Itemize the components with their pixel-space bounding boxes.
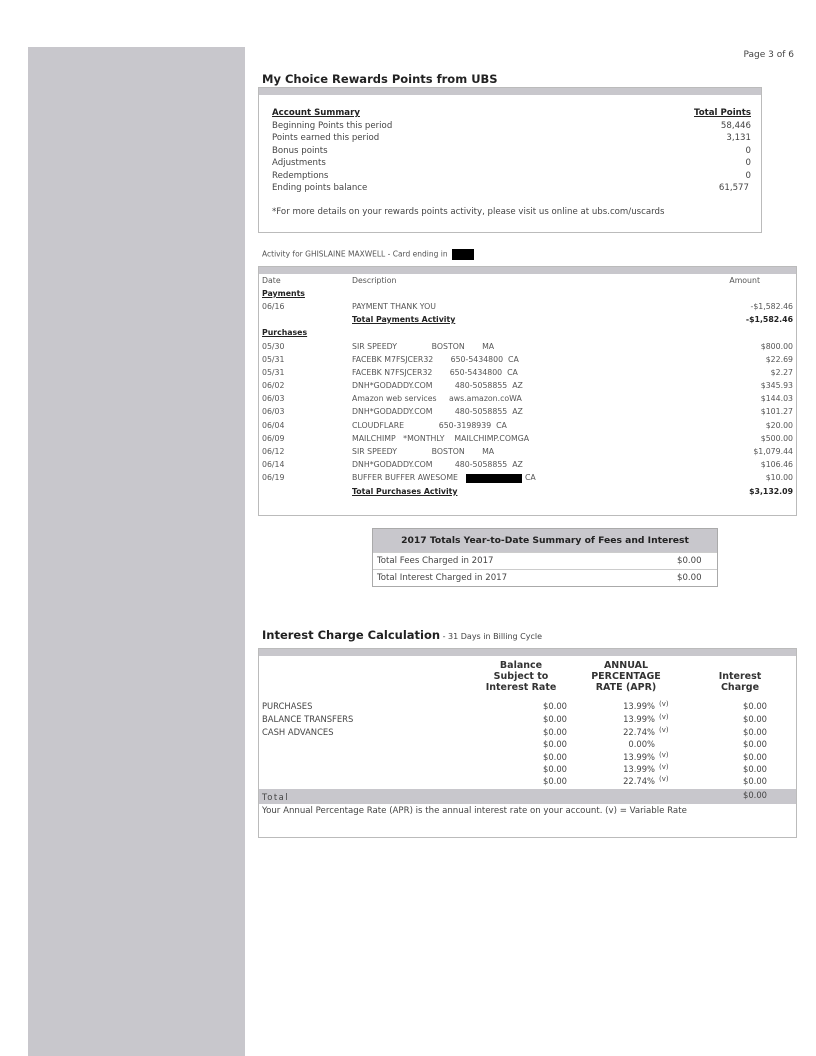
col-apr-line: ANNUAL (603, 660, 649, 671)
rewards-row-value: 0 (745, 158, 751, 168)
purchases-section-row (259, 328, 796, 341)
interest-total-value: $0.00 (743, 790, 767, 800)
variable-rate-marker: (v) (659, 700, 669, 708)
rewards-row-label: Beginning Points this period (272, 121, 393, 131)
interest-total-label: Total (262, 792, 290, 802)
interest-row-charge: $0.00 (743, 752, 767, 762)
table-row (259, 302, 796, 315)
txn-description: CLOUDFLARE 650-3198939 CA (352, 421, 507, 430)
interest-row-apr: 13.99% (623, 752, 655, 762)
txn-date: 06/03 (262, 394, 285, 403)
interest-subtitle: - 31 Days in Billing Cycle (440, 632, 543, 641)
txn-date: 06/19 (262, 473, 285, 482)
txn-amount: $800.00 (760, 342, 793, 351)
table-row (259, 407, 796, 420)
table-row (259, 355, 796, 368)
txn-date: 05/31 (262, 355, 285, 364)
rewards-row-label: Adjustments (272, 158, 326, 168)
interest-row-balance: $0.00 (543, 776, 567, 786)
interest-title (262, 628, 542, 642)
activity-table (258, 266, 797, 516)
txn-amount: $10.00 (765, 473, 793, 482)
purchases-total-amount: $3,132.09 (749, 487, 793, 496)
txn-amount: $1,079.44 (753, 447, 793, 456)
rewards-row-label: Redemptions (272, 171, 329, 181)
redaction-block (466, 474, 522, 483)
txn-amount: $22.69 (765, 355, 793, 364)
rewards-row (272, 146, 751, 156)
txn-date: 06/02 (262, 381, 285, 390)
col-charge-header (700, 671, 780, 693)
variable-rate-marker: (v) (659, 751, 669, 759)
col-apr-line: RATE (APR) (595, 682, 657, 693)
txn-date: 05/30 (262, 342, 285, 351)
activity-column-headers (259, 276, 796, 289)
payments-total-amount: -$1,582.46 (745, 315, 793, 324)
txn-description: MAILCHIMP *MONTHLY MAILCHIMP.COMGA (352, 434, 530, 443)
col-apr-header (576, 660, 676, 693)
interest-row-balance: $0.00 (543, 764, 567, 774)
table-row (259, 739, 796, 752)
payments-section-row (259, 289, 796, 302)
txn-description: DNH*GODADDY.COM 480-5058855 AZ (352, 381, 523, 390)
table-row (259, 381, 796, 394)
txn-amount: $20.00 (765, 421, 793, 430)
txn-description: DNH*GODADDY.COM 480-5058855 AZ (352, 460, 523, 469)
rewards-header-row (272, 108, 751, 118)
interest-table (258, 648, 797, 838)
rewards-row-value: 0 (745, 146, 751, 156)
txn-description: FACEBK N7FSJCER32 650-5434800 CA (352, 368, 518, 377)
purchases-total-label: Total Purchases Activity (352, 487, 458, 496)
table-row (259, 447, 796, 460)
col-balance-header (471, 660, 571, 693)
txn-date: 06/09 (262, 434, 285, 443)
interest-header-bar (259, 649, 796, 656)
table-row (259, 342, 796, 355)
left-sidebar-panel (28, 47, 245, 1056)
col-date: Date (262, 276, 281, 285)
table-row (259, 701, 796, 714)
table-row (373, 569, 717, 586)
total-points-heading: Total Points (694, 108, 751, 118)
ytd-row-value: $0.00 (677, 556, 702, 566)
rewards-row (272, 171, 751, 181)
interest-row-balance: $0.00 (543, 714, 567, 724)
txn-description-suffix: CA (524, 473, 536, 482)
variable-rate-marker: (v) (659, 726, 669, 734)
col-balance-line: Subject to (493, 671, 549, 682)
txn-description: DNH*GODADDY.COM 480-5058855 AZ (352, 407, 523, 416)
rewards-row-value: 58,446 (720, 121, 751, 131)
rewards-row (272, 133, 751, 143)
interest-row-label: CASH ADVANCES (262, 727, 334, 737)
interest-row-apr: 13.99% (623, 764, 655, 774)
rewards-title: My Choice Rewards Points from UBS (262, 72, 498, 86)
interest-title-text: Interest Charge Calculation (262, 628, 441, 642)
rewards-row-value: 61,577 (718, 183, 749, 193)
txn-description: SIR SPEEDY BOSTON MA (352, 447, 495, 456)
account-summary-heading: Account Summary (272, 108, 360, 118)
col-charge-line: Charge (720, 682, 760, 693)
txn-date: 05/31 (262, 368, 285, 377)
col-amount: Amount (729, 276, 760, 285)
txn-amount: $2.27 (770, 368, 793, 377)
ytd-title: 2017 Totals Year-to-Date Summary of Fees and Interest (373, 529, 717, 552)
interest-row-apr: 13.99% (623, 714, 655, 724)
rewards-note: *For more details on your rewards points activity, please visit us online at ubs.com/uscards (272, 207, 665, 217)
table-row (259, 714, 796, 727)
table-row (259, 473, 796, 486)
interest-row-balance: $0.00 (543, 701, 567, 711)
interest-row-apr: 22.74% (623, 727, 655, 737)
table-row (259, 460, 796, 473)
interest-row-charge: $0.00 (743, 727, 767, 737)
col-description: Description (352, 276, 397, 285)
interest-row-charge: $0.00 (743, 714, 767, 724)
txn-description: PAYMENT THANK YOU (352, 302, 436, 311)
txn-amount: $106.46 (760, 460, 793, 469)
rewards-row-label: Bonus points (272, 146, 328, 156)
table-row (259, 421, 796, 434)
rewards-row (272, 183, 751, 193)
interest-row-label: BALANCE TRANSFERS (262, 714, 354, 724)
txn-date: 06/14 (262, 460, 285, 469)
ytd-row-label: Total Fees Charged in 2017 (377, 556, 494, 566)
interest-row-apr: 13.99% (623, 701, 655, 711)
ytd-row-value: $0.00 (677, 573, 702, 583)
col-apr-line: PERCENTAGE (591, 671, 661, 682)
interest-row-balance: $0.00 (543, 752, 567, 762)
txn-date: 06/03 (262, 407, 285, 416)
txn-description: FACEBK M7FSJCER32 650-5434800 CA (352, 355, 519, 364)
txn-description (352, 473, 536, 483)
rewards-row-value: 3,131 (726, 133, 751, 143)
activity-label (262, 249, 474, 260)
interest-row-apr: 0.00% (628, 739, 655, 749)
rewards-row-value: 0 (745, 171, 751, 181)
interest-row-charge: $0.00 (743, 701, 767, 711)
interest-row-label: PURCHASES (262, 701, 313, 711)
purchases-heading: Purchases (262, 328, 308, 337)
txn-amount: $500.00 (760, 434, 793, 443)
txn-amount: $345.93 (760, 381, 793, 390)
rewards-box-header-bar (259, 88, 761, 95)
col-balance-line: Balance (499, 660, 543, 671)
rewards-row-label: Points earned this period (272, 133, 380, 143)
activity-header-bar (259, 267, 796, 274)
rewards-row (272, 158, 751, 168)
txn-amount: $144.03 (760, 394, 793, 403)
variable-rate-marker: (v) (659, 713, 669, 721)
col-balance-line: Interest Rate (485, 682, 557, 693)
rewards-row-label: Ending points balance (272, 183, 368, 193)
txn-description: Amazon web services aws.amazon.coWA (352, 394, 522, 403)
txn-date: 06/12 (262, 447, 285, 456)
interest-row-balance: $0.00 (543, 739, 567, 749)
txn-date: 06/16 (262, 302, 285, 311)
table-row (259, 776, 796, 789)
purchases-total-row (259, 487, 796, 500)
txn-date: 06/04 (262, 421, 285, 430)
interest-row-balance: $0.00 (543, 727, 567, 737)
table-row (373, 552, 717, 569)
rewards-summary-box (258, 87, 762, 233)
table-row (259, 434, 796, 447)
table-row (259, 368, 796, 381)
payments-total-label: Total Payments Activity (352, 315, 456, 324)
payments-heading: Payments (262, 289, 305, 298)
txn-amount: -$1,582.46 (750, 302, 793, 311)
redaction-block (452, 249, 474, 260)
variable-rate-marker: (v) (659, 763, 669, 771)
txn-amount: $101.27 (760, 407, 793, 416)
col-charge-line: Interest (718, 671, 762, 682)
interest-total-row (259, 789, 796, 804)
variable-rate-marker: (v) (659, 775, 669, 783)
activity-label-text: Activity for GHISLAINE MAXWELL - Card ending in (262, 249, 448, 259)
apr-note: Your Annual Percentage Rate (APR) is the annual interest rate on your account. (v) = Variable Rate (262, 806, 687, 816)
table-row (259, 394, 796, 407)
payments-total-row (259, 315, 796, 328)
interest-row-charge: $0.00 (743, 764, 767, 774)
rewards-row (272, 121, 751, 131)
txn-description-text: BUFFER BUFFER AWESOME (352, 473, 458, 482)
ytd-row-label: Total Interest Charged in 2017 (377, 573, 508, 583)
interest-row-charge: $0.00 (743, 776, 767, 786)
page-number: Page 3 of 6 (743, 50, 794, 60)
interest-row-apr: 22.74% (623, 776, 655, 786)
txn-description: SIR SPEEDY BOSTON MA (352, 342, 495, 351)
interest-row-charge: $0.00 (743, 739, 767, 749)
ytd-summary-table (372, 528, 718, 587)
